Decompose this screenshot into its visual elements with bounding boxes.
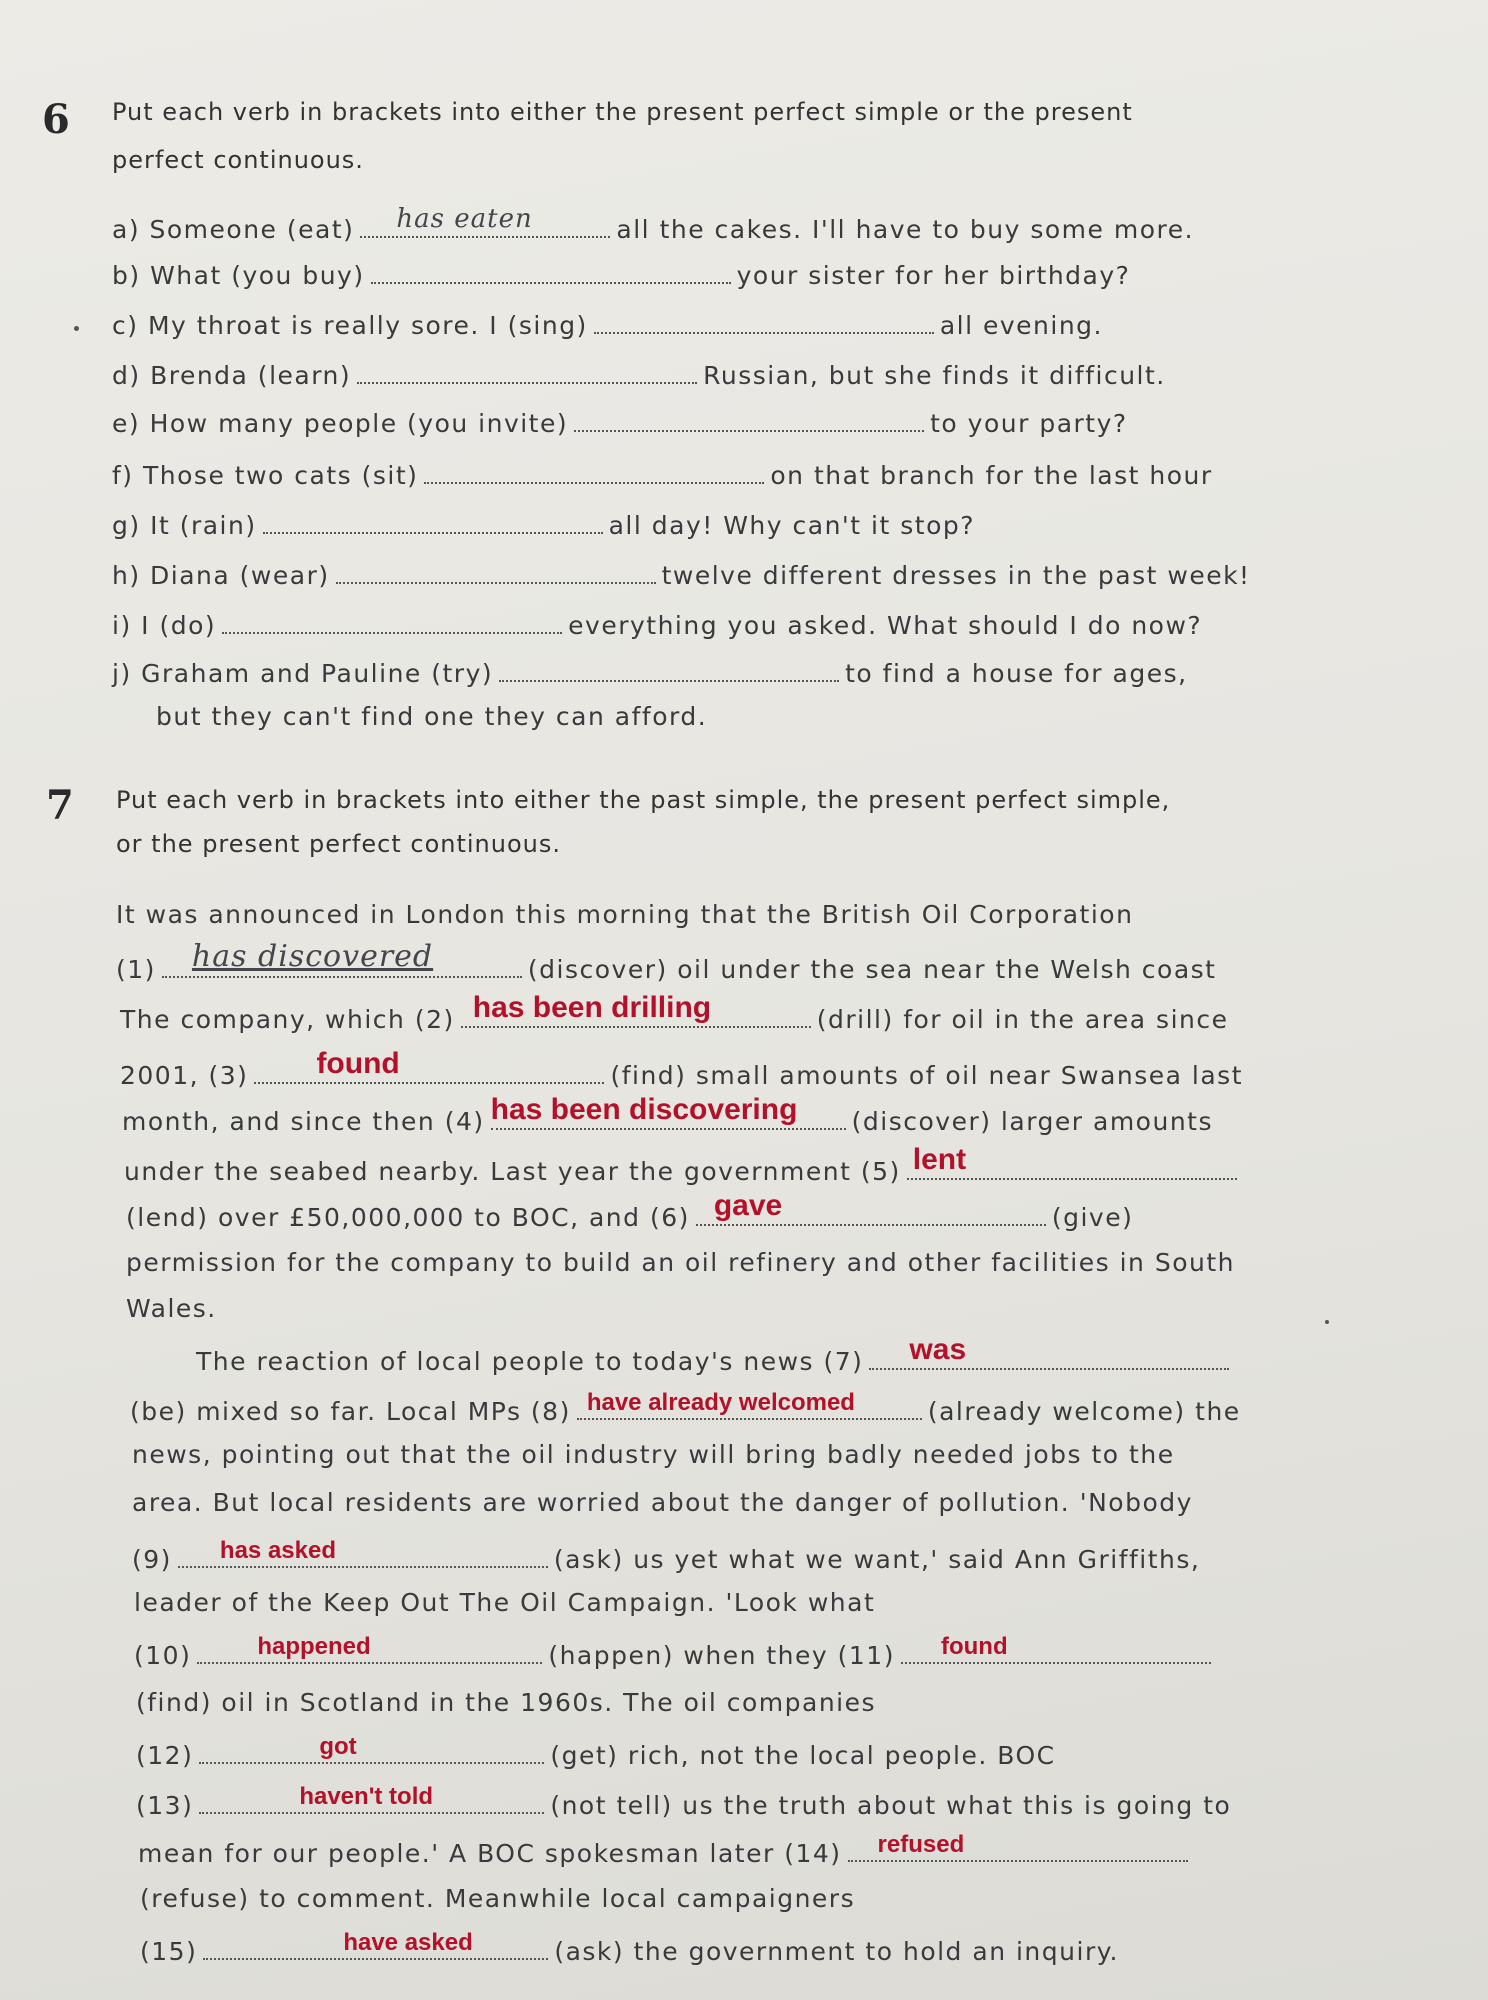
answer-4: has been discovering <box>490 1093 798 1126</box>
exercise-6-item-b: b) What (you buy) your sister for her birthday? <box>112 256 1130 290</box>
passage-line-20: mean for our people.' A BOC spokesman later (14) refused <box>138 1834 1194 1868</box>
passage-line-7: (lend) over £50,000,000 to BOC, and (6) gave (give) <box>126 1189 1134 1232</box>
answer-gap-11[interactable] <box>901 1633 1211 1664</box>
answer-gap-j[interactable] <box>499 654 839 682</box>
answer-gap-a[interactable] <box>360 204 610 238</box>
exercise-6-item-j-continuation: but they can't find one they can afford. <box>156 702 708 731</box>
answer-gap-8[interactable] <box>577 1389 922 1420</box>
exercise-7-number: 7 <box>46 782 74 829</box>
answer-gap-e[interactable] <box>574 404 924 432</box>
answer-9: has asked <box>219 1537 336 1564</box>
passage-line-9: Wales. <box>126 1294 217 1323</box>
exercise-6-item-i: i) I (do) everything you asked. What should I do now? <box>112 606 1202 640</box>
answer-gap-4[interactable] <box>490 1093 846 1130</box>
passage-line-19: (13) haven't told (not tell) us the truth about what this is going to <box>136 1783 1232 1820</box>
exercise-6-item-e: e) How many people (you invite) to your party? <box>112 404 1128 438</box>
passage-line-16: (10) happened (happen) when they (11) found <box>134 1636 1217 1670</box>
answer-8: have already welcomed <box>586 1389 855 1416</box>
passage-line-22: (15) have asked (ask) the government to hold an inquiry. <box>140 1929 1119 1966</box>
answer-gap-10[interactable] <box>197 1633 542 1664</box>
answer-gap-9[interactable] <box>178 1537 548 1568</box>
passage-line-1: It was announced in London this morning that the British Oil Corporation <box>116 900 1134 929</box>
answer-gap-7[interactable] <box>869 1333 1229 1370</box>
answer-13: haven't told <box>299 1783 434 1810</box>
passage-line-4: 2001, (3) found (find) small amounts of oil near Swansea last <box>120 1047 1244 1090</box>
answer-gap-f[interactable] <box>424 456 764 484</box>
passage-line-21: (refuse) to comment. Meanwhile local campaigners <box>140 1884 856 1913</box>
passage-line-3: The company, which (2) has been drilling (drill) for oil in the area since <box>120 991 1229 1034</box>
passage-line-13: area. But local residents are worried about the danger of pollution. 'Nobody <box>132 1488 1193 1517</box>
passage-line-14: (9) has asked (ask) us yet what we want,' said Ann Griffiths, <box>132 1537 1201 1574</box>
passage-line-10: The reaction of local people to today's news (7) was <box>196 1342 1235 1376</box>
answer-7: was <box>909 1333 967 1366</box>
passage-line-12: news, pointing out that the oil industry will bring badly needed jobs to the <box>132 1440 1175 1469</box>
exercise-6-item-g: g) It (rain) all day! Why can't it stop? <box>112 506 975 540</box>
answer-gap-c[interactable] <box>594 306 934 334</box>
passage-line-5: month, and since then (4) has been discovering (discover) larger amounts <box>122 1093 1213 1136</box>
answer-gap-g[interactable] <box>263 506 603 534</box>
exercise-6-item-f: f) Those two cats (sit) on that branch for the last hour <box>112 456 1213 490</box>
passage-line-17: (find) oil in Scotland in the 1960s. The oil companies <box>136 1688 877 1717</box>
answer-gap-14[interactable] <box>848 1831 1188 1862</box>
answer-12: got <box>319 1733 357 1760</box>
passage-line-6: under the seabed nearby. Last year the government (5) lent <box>124 1152 1243 1186</box>
handwritten-answer-a: has eaten <box>396 204 533 234</box>
answer-gap-5[interactable] <box>907 1143 1237 1180</box>
handwritten-answer-1: has discovered <box>191 939 434 974</box>
answer-gap-13[interactable] <box>199 1783 544 1814</box>
pen-dot <box>74 326 79 331</box>
answer-gap-15[interactable] <box>203 1929 548 1960</box>
exercise-6-item-a: a) Someone (eat) has eaten all the cakes. I'll have to buy some more. <box>112 204 1195 244</box>
answer-gap-d[interactable] <box>357 356 697 384</box>
answer-gap-2[interactable] <box>461 991 811 1028</box>
answer-gap-12[interactable] <box>199 1733 544 1764</box>
answer-11: found <box>940 1633 1008 1660</box>
answer-gap-3[interactable] <box>254 1047 604 1084</box>
answer-gap-6[interactable] <box>696 1189 1046 1226</box>
exercise-7-instruction-line1: Put each verb in brackets into either the past simple, the present perfect simple, <box>116 786 1171 814</box>
pen-dot <box>1325 1320 1329 1324</box>
answer-14: refused <box>877 1831 965 1858</box>
exercise-6-item-c: c) My throat is really sore. I (sing) all evening. <box>112 306 1103 340</box>
passage-line-18: (12) got (get) rich, not the local people. BOC <box>136 1733 1056 1770</box>
passage-line-8: permission for the company to build an oil refinery and other facilities in South <box>126 1248 1235 1277</box>
answer-gap-i[interactable] <box>222 606 562 634</box>
answer-gap-h[interactable] <box>336 556 656 584</box>
answer-6: gave <box>713 1189 783 1222</box>
answer-2: has been drilling <box>472 991 712 1024</box>
answer-gap-b[interactable] <box>371 256 731 284</box>
exercise-6-item-h: h) Diana (wear) twelve different dresses in the past week! <box>112 556 1251 590</box>
passage-line-11: (be) mixed so far. Local MPs (8) have already welcomed (already welcome) the <box>130 1389 1241 1426</box>
exercise-6-item-j: j) Graham and Pauline (try) to find a house for ages, <box>112 654 1188 688</box>
passage-line-15: leader of the Keep Out The Oil Campaign. 'Look what <box>134 1588 876 1617</box>
passage-line-2: (1) has discovered (discover) oil under the sea near the Welsh coast <box>116 939 1217 984</box>
answer-15: have asked <box>343 1929 473 1956</box>
exercise-6-instruction-line1: Put each verb in brackets into either the present perfect simple or the present <box>112 98 1133 126</box>
answer-5: lent <box>912 1143 967 1176</box>
answer-10: happened <box>257 1633 371 1660</box>
answer-gap-1[interactable] <box>162 939 522 978</box>
exercise-7-instruction-line2: or the present perfect continuous. <box>116 830 561 858</box>
exercise-6-instruction-line2: perfect continuous. <box>112 146 364 174</box>
answer-3: found <box>316 1047 400 1080</box>
exercise-6-number: 6 <box>42 96 70 143</box>
exercise-6-item-d: d) Brenda (learn) Russian, but she finds it difficult. <box>112 356 1166 390</box>
